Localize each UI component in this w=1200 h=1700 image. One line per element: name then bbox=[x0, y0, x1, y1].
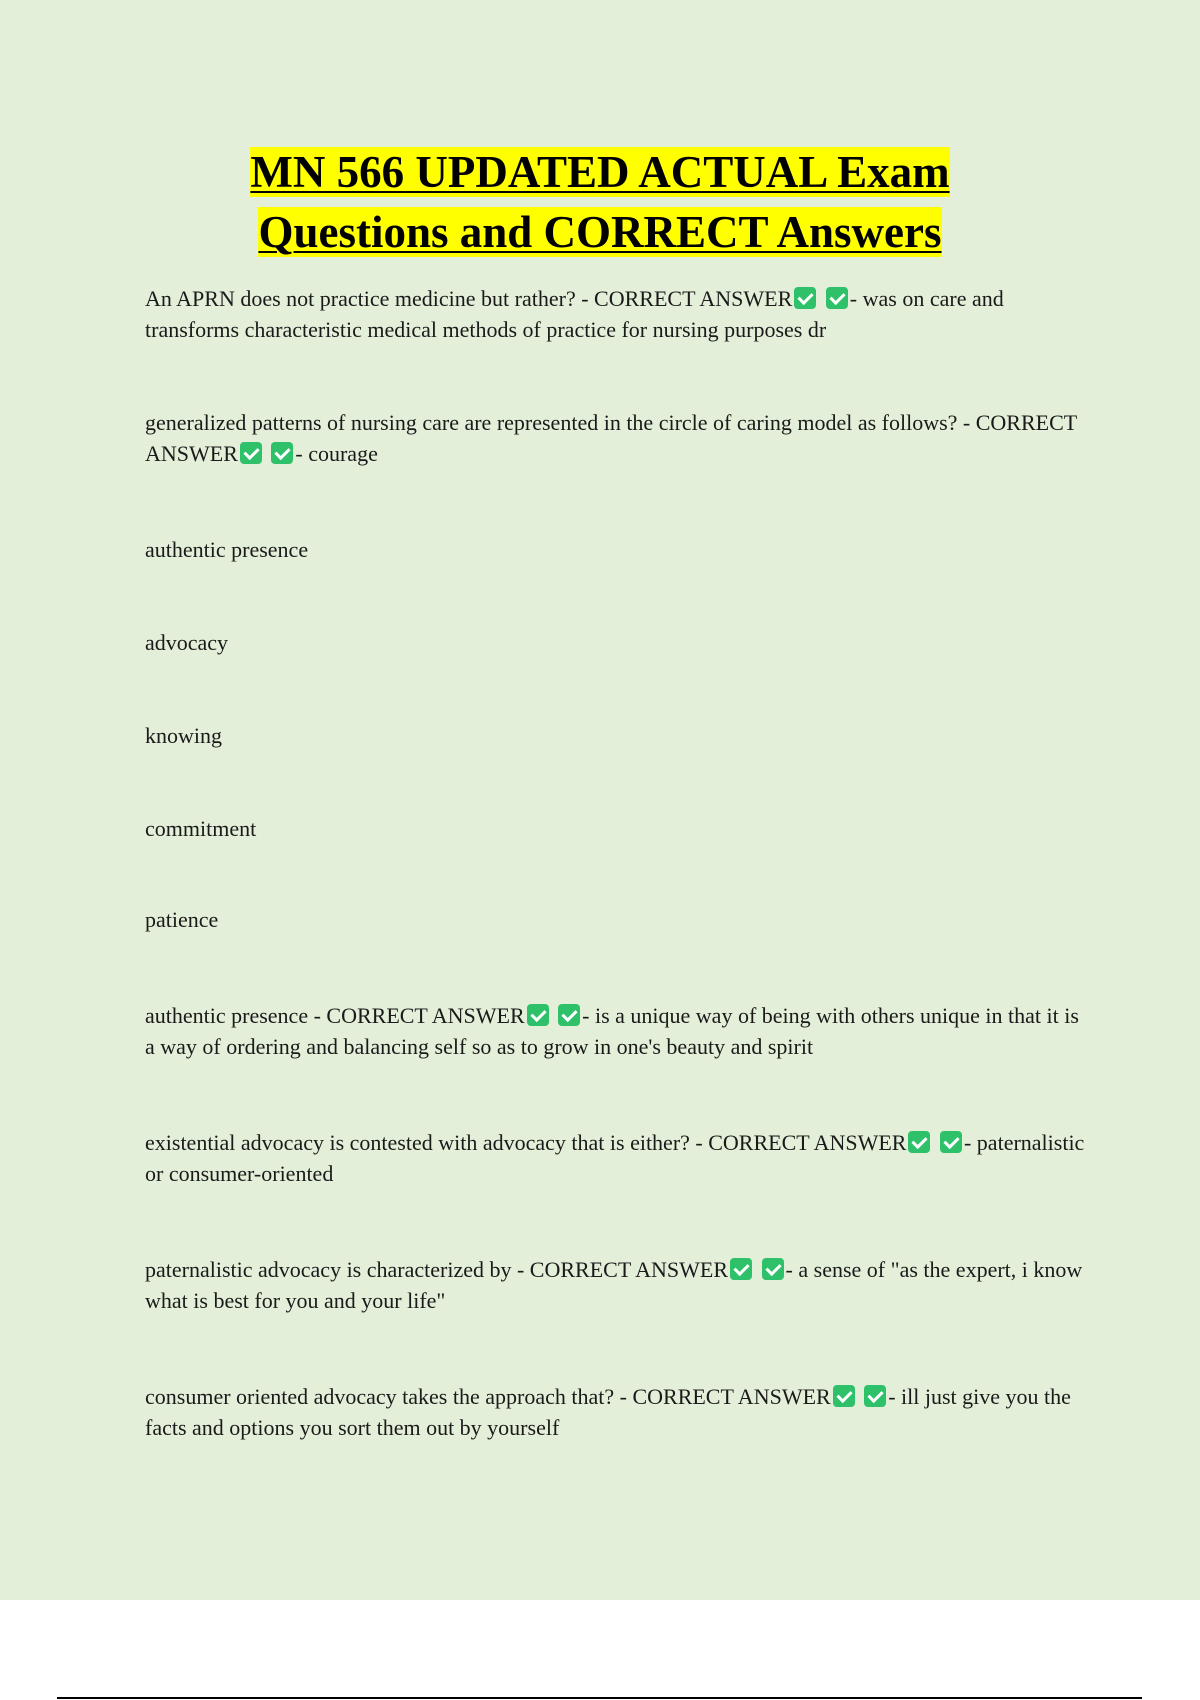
question-text: An APRN does not practice medicine but rather? - bbox=[145, 286, 595, 311]
answer-text: - a sense of "as the expert, i know what is best for you and your life" bbox=[145, 1257, 1083, 1313]
answer-text: - courage bbox=[295, 441, 378, 466]
title-line-2: Questions and CORRECT Answers bbox=[258, 207, 942, 257]
check-box-icon bbox=[940, 1131, 962, 1153]
question-text: paternalistic advocacy is characterized by - bbox=[145, 1257, 530, 1282]
correct-answer-label: CORRECT ANSWER bbox=[145, 410, 1077, 466]
qa-item bbox=[145, 407, 1085, 469]
check-box-icon bbox=[558, 1004, 580, 1026]
check-box-icon bbox=[762, 1258, 784, 1280]
list-item: advocacy bbox=[145, 630, 229, 655]
list-item: knowing bbox=[145, 723, 222, 748]
page-title bbox=[0, 142, 1200, 262]
question-text: generalized patterns of nursing care are represented in the circle of caring model as follows? - bbox=[145, 410, 976, 435]
check-box-icon bbox=[271, 442, 293, 464]
answer-text: - is a unique way of being with others unique in that it is a way of ordering and balancing self so as to grow in one's beauty and spirit bbox=[145, 1003, 1079, 1059]
answer-text: - paternalistic or consumer-oriented bbox=[145, 1130, 1085, 1186]
list-item: commitment bbox=[145, 816, 257, 841]
title-line-1: MN 566 UPDATED ACTUAL Exam bbox=[250, 147, 950, 197]
footer-divider bbox=[57, 1697, 1142, 1699]
list-item: authentic presence bbox=[145, 537, 309, 562]
qa-item bbox=[145, 1381, 1085, 1443]
check-box-icon bbox=[730, 1258, 752, 1280]
qa-item bbox=[145, 1254, 1085, 1316]
question-text: authentic presence - bbox=[145, 1003, 327, 1028]
check-box-icon bbox=[833, 1385, 855, 1407]
qa-item bbox=[145, 1000, 1085, 1062]
qa-item bbox=[145, 283, 1085, 345]
correct-answer-label: CORRECT ANSWER bbox=[708, 1130, 907, 1155]
check-box-icon bbox=[826, 287, 848, 309]
list-item: patience bbox=[145, 907, 219, 932]
answer-text: - was on care and transforms characteristic medical methods of practice for nursing purposes dr bbox=[145, 286, 1004, 342]
correct-answer-label: CORRECT ANSWER bbox=[594, 286, 793, 311]
correct-answer-label: CORRECT ANSWER bbox=[326, 1003, 525, 1028]
question-text: existential advocacy is contested with advocacy that is either? - bbox=[145, 1130, 709, 1155]
qa-item bbox=[145, 1127, 1085, 1189]
correct-answer-label: CORRECT ANSWER bbox=[632, 1384, 831, 1409]
check-box-icon bbox=[864, 1385, 886, 1407]
answer-text: - ill just give you the facts and options you sort them out by yourself bbox=[145, 1384, 1071, 1440]
correct-answer-label: CORRECT ANSWER bbox=[529, 1257, 729, 1282]
check-box-icon bbox=[240, 442, 262, 464]
check-box-icon bbox=[527, 1004, 549, 1026]
check-box-icon bbox=[794, 287, 816, 309]
check-box-icon bbox=[908, 1131, 930, 1153]
question-text: consumer oriented advocacy takes the approach that? - bbox=[145, 1384, 633, 1409]
